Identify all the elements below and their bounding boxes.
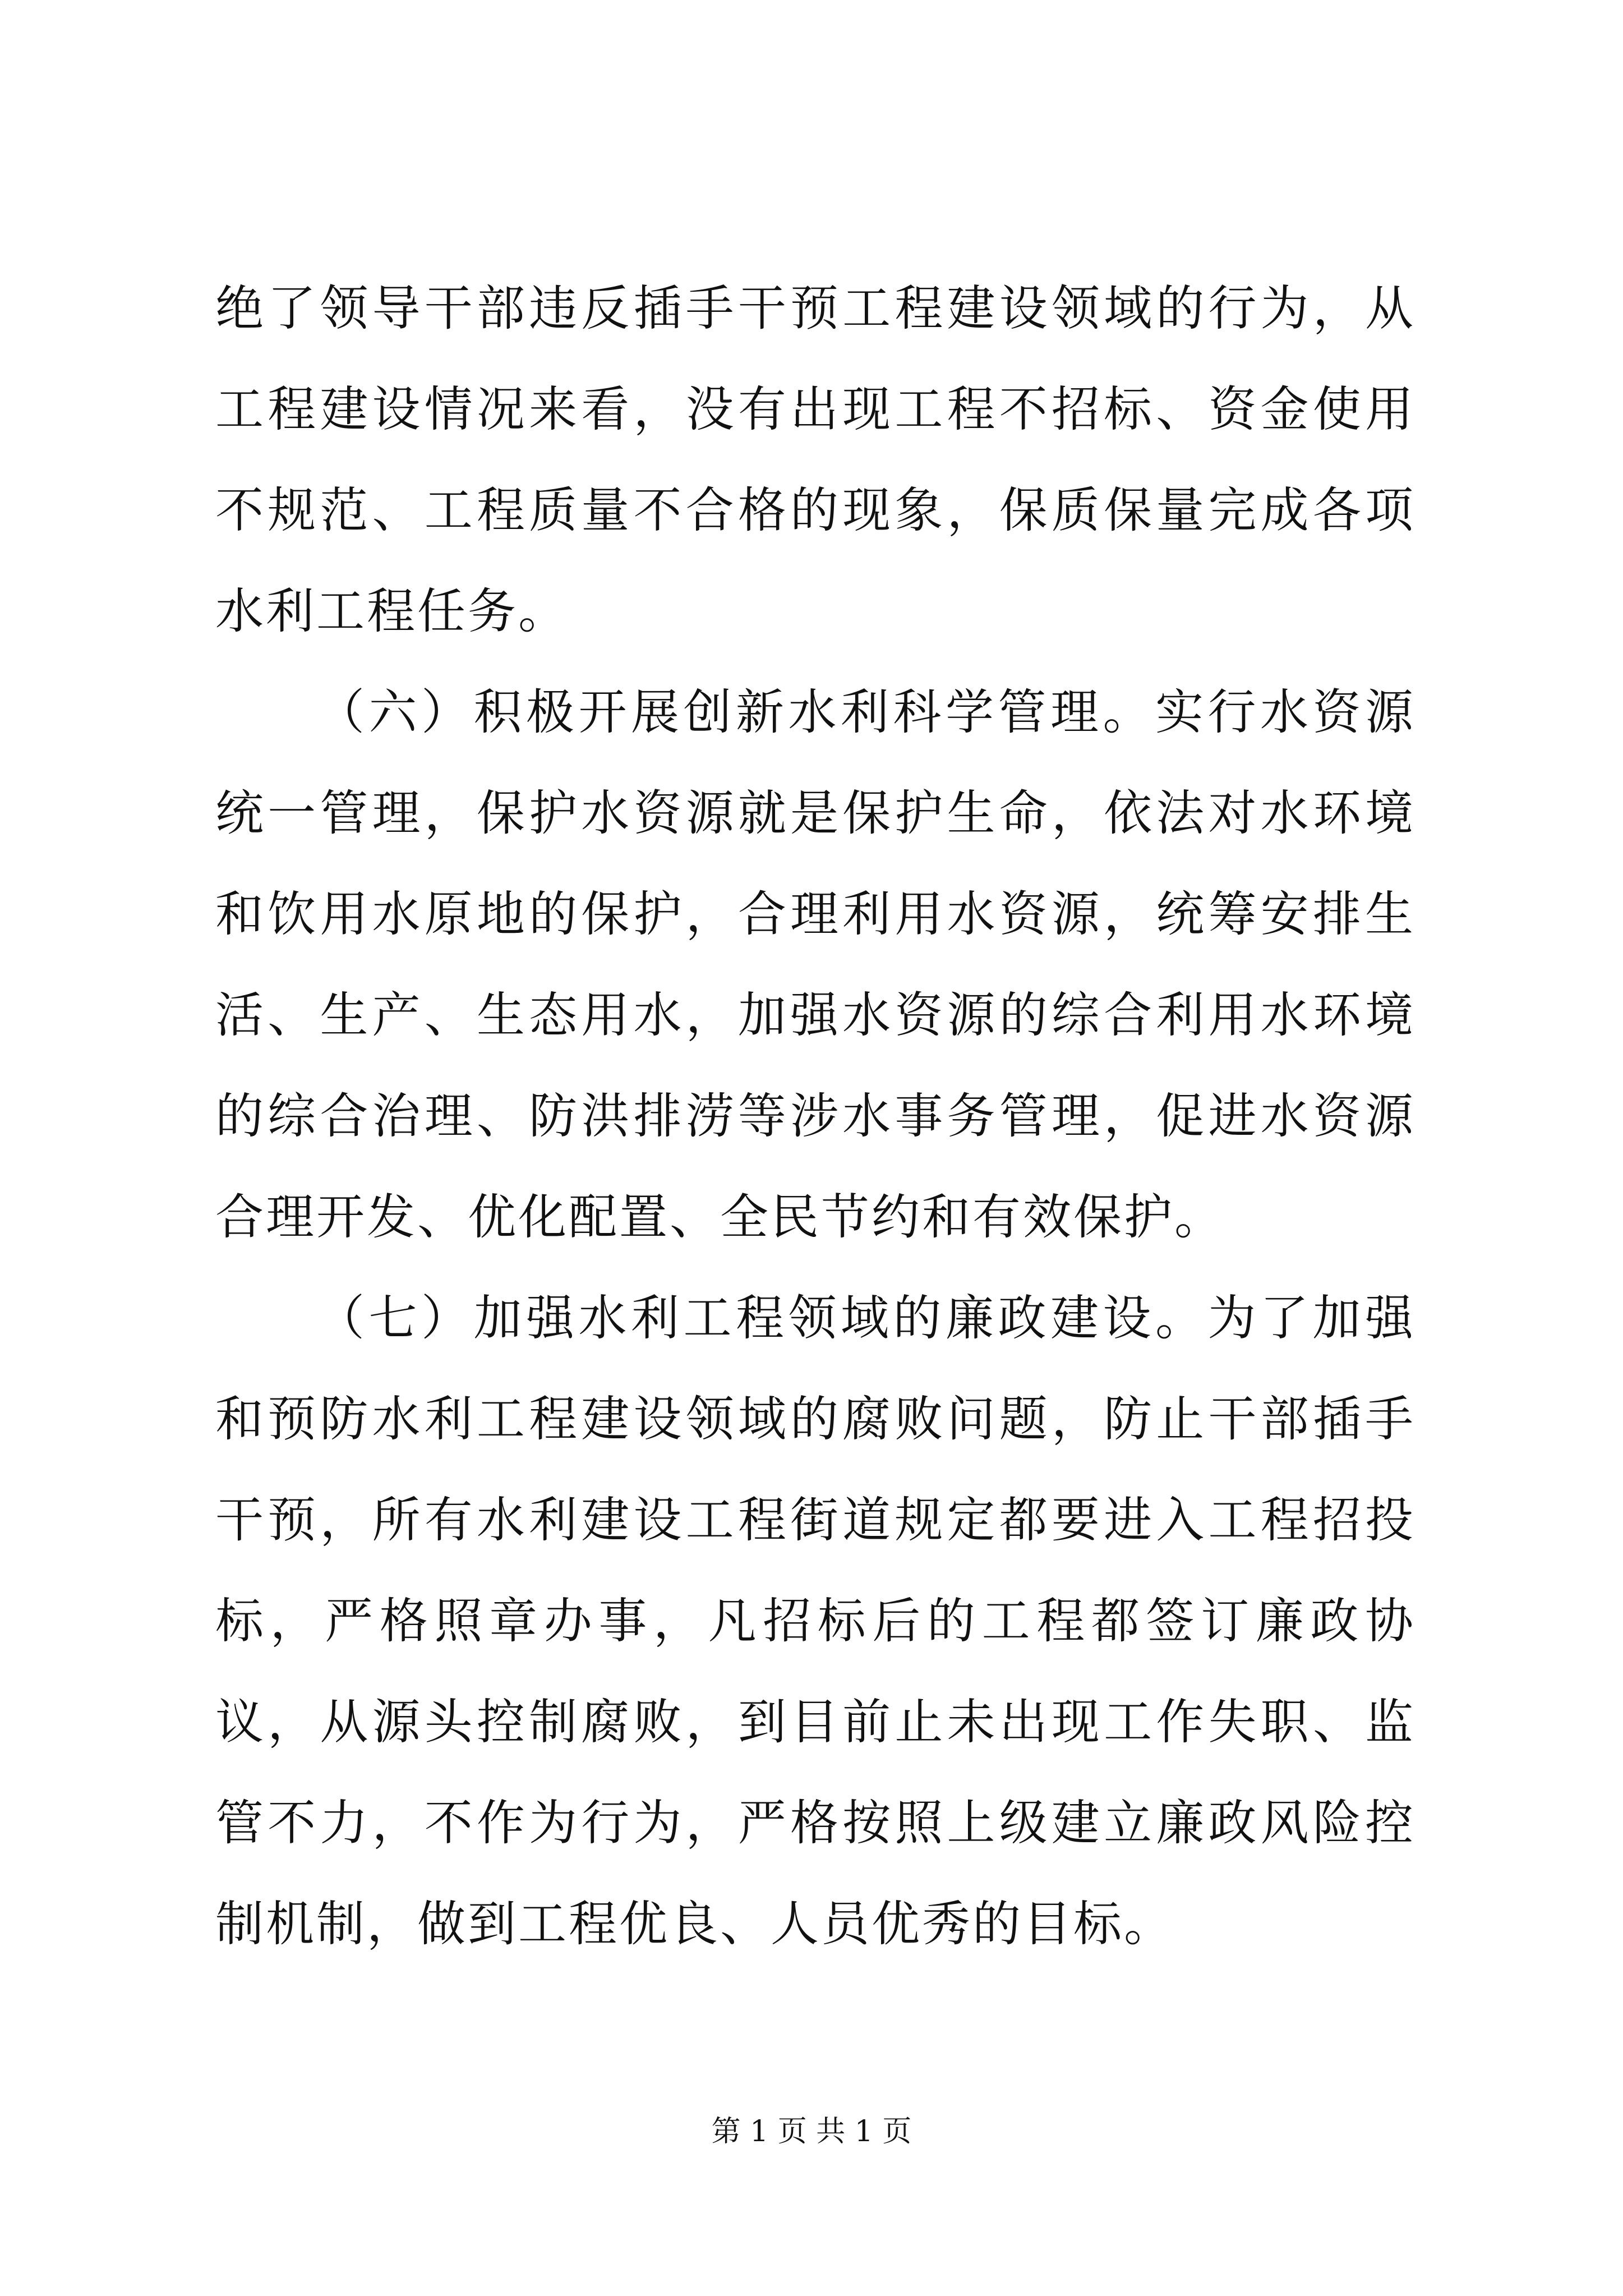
- page-number-label: 第 1 页 共 1 页: [711, 2115, 912, 2148]
- paragraph-section-6: （六）积极开展创新水利科学管理。实行水资源统一管理，保护水资源就是保护生命，依法对水环境和饮用水原地的保护，合理利用水资源，统筹安排生活、生产、生态用水，加强水资源的综合利用水环境的综合治理、防洪排涝等涉水事务管理，促进水资源合理开发、优化配置、全民节约和有效保护。: [215, 684, 1415, 1245]
- document-body: [215, 258, 1415, 1975]
- paragraph-section-7: （七）加强水利工程领域的廉政建设。为了加强和预防水利工程建设领域的腐败问题，防止干部插手干预，所有水利建设工程街道规定都要进入工程招投标，严格照章办事，凡招标后的工程都签订廉政协议，从源头控制腐败，到目前止未出现工作失职、监管不力，不作为行为，严格按照上级建立廉政风险控制机制，做到工程优良、人员优秀的目标。: [215, 1290, 1415, 1952]
- page-footer: [0, 2109, 1623, 2154]
- paragraph-continuation: 绝了领导干部违反插手干预工程建设领域的行为，从工程建设情况来看，没有出现工程不招标、资金使用不规范、工程质量不合格的现象，保质保量完成各项水利工程任务。: [215, 280, 1415, 639]
